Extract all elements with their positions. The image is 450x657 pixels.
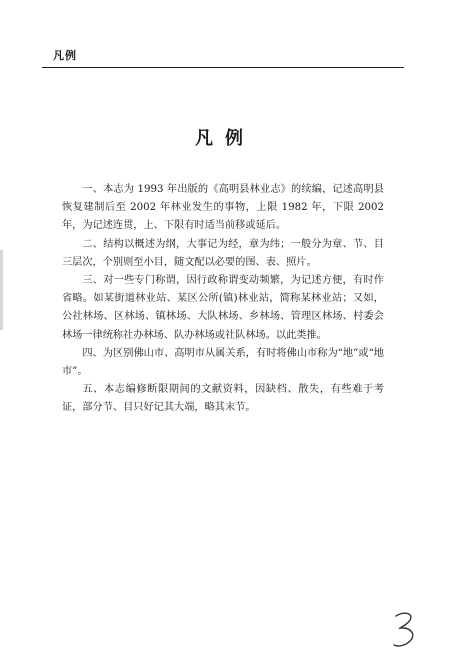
page-title: 凡例 [195, 128, 255, 149]
running-header: 凡例 [53, 49, 77, 62]
paragraph-5: 五、本志编修断限期间的文献资料，因缺档、散失，有些难于考证，部分节、目只好记其大端，略其末节。 [62, 384, 384, 414]
handwritten-page-number [388, 608, 424, 652]
body-text [62, 181, 384, 418]
paragraph-2: 二、结构以概述为纲，大事记为经，章为纬；一般分为章、节、目三层次，个别则至小目，随文配以必要的图、表、照片。 [62, 238, 384, 268]
scan-edge-shadow [0, 250, 3, 330]
header-rule [42, 67, 404, 68]
paragraph-4: 四、为区别佛山市、高明市从属关系，有时将佛山市称为“地”或“地市”。 [62, 347, 384, 378]
paragraph-1: 一、本志为 1993 年出版的《高明县林业志》的续编，记述高明县恢复建制后至 2002 年林业发生的事物，上限 1982 年，下限 2002 年，为记述连贯，上、下限有时适当前移或延后。 [62, 184, 384, 232]
paragraph-3: 三、对一些专门称谓，因行政称谓变动频繁，为记述方便，有时作省略。如某街道林业站、某区公所(镇)林业站，简称某林业站；又如，公社林场、区林场、镇林场、大队林场、乡林场、管理区林场、村委会林场一律统称社办林场、队办林场或社队林场。以此类推。 [62, 275, 384, 341]
